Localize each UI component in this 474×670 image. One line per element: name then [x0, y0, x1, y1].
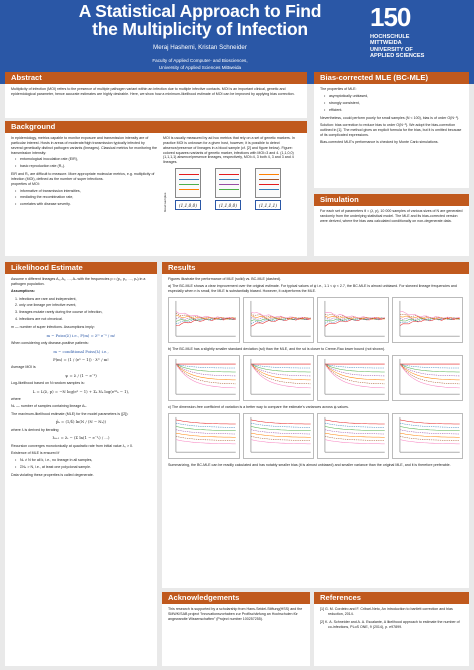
recursion-text: Recursion converges monotonically at quadratic rate from initial value λ₀ > 0.	[11, 443, 134, 448]
bias-mle-p3: Solution: bias correction to reduce bias to order O(N⁻²). We adopt the bias-correction outlined in [1]. The method gives an explicit formula for the bias, but it is omitted because of its complicated expressions.	[320, 123, 462, 137]
abstract-text: Multiplicity of infection (MOI) refers to the presence of multiple pathogen variant within an infection due to multiple infective contacts. MOI is an important clinical, genetic and epidemiological parameter, hence accurate estimates are highly desirable. Here, we show how a minimum-likelihood estimate of MOI can be improved by applying bias correction.	[11, 87, 295, 96]
plot-curve	[325, 433, 385, 437]
plot-curve	[399, 420, 459, 424]
sd-plot	[243, 355, 315, 401]
affiliation	[60, 58, 340, 71]
average-moi-equation: ψ = λ / (1 − e⁻ᵑ)	[65, 372, 97, 378]
ack-text: This research is supported by a scholarship from Hans-Seidel-Stiftung(HSS) and the SMWK/SAB project "Innovationsvorhaben zur Profilschärfung an Hochschulen für angewandte Wissenschaften" (Project number 100257255).	[168, 607, 303, 621]
plot-curve	[250, 433, 310, 437]
bias-plot	[392, 297, 464, 343]
cv-plot	[168, 413, 240, 459]
nk-text: Nₖ — number of samples containing lineage Aₖ.	[11, 404, 87, 409]
plot-curve	[399, 439, 459, 443]
background-right-column	[163, 136, 301, 212]
bias-plot	[317, 297, 389, 343]
cv-plot	[317, 413, 389, 459]
plot-curve	[250, 364, 310, 384]
sample-box	[255, 168, 281, 198]
lambda-iteration-equation: λₜ₊₁ = λₜ − (Σ ln(1 − e⁻ᵑₜ) / ...)	[52, 435, 110, 441]
logo-number: 150	[370, 2, 411, 32]
plot-curve	[176, 433, 236, 437]
simulation-section	[314, 194, 469, 256]
cv-plot	[392, 413, 464, 459]
results-a: a) The BC-MLE shows a clear improvement over the original estimate. For typical values of ψ i.e., 1.1 < ψ < 2.7, the BC-MLE is almost unbiased. For skewed lineage frequencies and especially when n is small, the MLE is substantially biased. However, it outperforms the MLE.	[168, 284, 457, 294]
cv-plot	[243, 413, 315, 459]
lineage-diagram	[163, 168, 301, 212]
results-c: c) The dimension-free coefficient of variation is a better way to compare the estimate's variances across ψ-values.	[168, 404, 349, 409]
plot-curve	[325, 420, 385, 424]
degenerate-text: Data violating these properties is called degenerate.	[11, 472, 94, 477]
results-section	[162, 262, 469, 588]
background-paragraph-3: properties of MOI:	[11, 181, 40, 186]
existence-title: Existence of MLE is ensured if	[11, 450, 60, 455]
assumption-item: 4. infections are not chronical.	[19, 317, 151, 322]
affiliation-line-2: University of Applied Sciences Mittweida	[158, 64, 242, 70]
university-logo	[370, 4, 468, 80]
plot-curve	[176, 364, 236, 368]
authors: Meraj Hashemi, Kristan Schneider	[153, 44, 247, 51]
plot-curve	[399, 364, 459, 384]
moi-property: • informative of transmission intensities,	[15, 189, 157, 194]
assumption-item: 1. infections are rare and independent,	[19, 297, 151, 302]
plot-curve	[325, 364, 385, 384]
plot-curve	[176, 318, 236, 322]
refs-heading: References	[314, 592, 469, 604]
mle-p-equation: p̂ₖ = (1/λ̂) ln(N / (N − Nₖ))	[56, 419, 106, 425]
plot-curve	[399, 364, 459, 368]
plot-curve	[325, 426, 385, 430]
plot-curve	[325, 364, 385, 372]
reference-2: [2] K. A. Schneider and A. A. Escalante, A likelihood approach to estimate the number of co-infections, PLoS ONE, 9 (2014), p. e97899.	[320, 619, 460, 629]
background-left-column	[11, 136, 157, 212]
assumption-item: 3. lineages mutate rarely during the course of infection,	[19, 310, 151, 315]
poster-title	[60, 2, 340, 39]
plot-curve	[250, 439, 310, 443]
m-text: m — number of super infections. Assumptions imply:	[11, 324, 95, 329]
moi-property: • correlates with disease severity.	[15, 202, 157, 207]
plot-curve	[399, 364, 459, 372]
logo-line-3: UNIVERSITY OF	[370, 46, 413, 53]
plot-curve	[250, 364, 310, 372]
plot-curve	[325, 439, 385, 443]
plot-curve	[176, 364, 236, 372]
logo-text	[370, 34, 468, 60]
bias-plot	[243, 297, 315, 343]
simulation-text: For each set of parameters θ = (λ, p), 10 000 samples of various sizes of N are generated randomly from the underlying statistical model. The MLE and its bias-corrected version were derived, where the bias was calculated conditionally on non-degenerate data.	[320, 209, 463, 223]
likelihood-section	[5, 262, 157, 666]
mle-text: The maximum-likelihood estimate (MLE) for the model parameters is ([2]):	[11, 411, 129, 416]
title-line-1: A Statistical Approach to Find	[78, 1, 322, 21]
ack-section	[162, 592, 310, 666]
where-text: where	[11, 396, 21, 401]
average-moi-text: Average MOI is	[11, 364, 36, 369]
diagram-axis-label: blood samples	[163, 192, 167, 213]
bias-plot	[168, 297, 240, 343]
background-section	[5, 121, 307, 256]
plot-axes	[399, 301, 459, 336]
likelihood-heading: Likelihood Estimate	[5, 262, 157, 274]
plot-curve	[250, 364, 310, 368]
simulation-heading: Simulation	[314, 194, 469, 206]
results-summary: Summarizing, the BC-MLE can be readily calculated and has notably smaller bias (it is almost unbiased) and smaller variance than the original MLE, and it is therefore preferable.	[168, 462, 451, 467]
plot-axes	[250, 301, 310, 336]
mle-property: • strongly consistent,	[324, 101, 463, 106]
plot-curve	[250, 426, 310, 430]
metric-eir: • entomological inoculation rate (EIR),	[15, 157, 157, 162]
plot-row-bias	[168, 297, 463, 343]
results-b: b) The BC-MLE has a slightly smaller standard deviation (sd) than the MLE, and the sd is closer to Creme-Rao lower bound (not shown).	[168, 347, 386, 352]
bias-mle-p4: Bias-corrected MLE's performance is checked by Monte Carlo simulations.	[320, 140, 439, 145]
lambda-text: where λ is derived by iterating	[11, 427, 59, 432]
existence-condition: • ΣNₖ > N, i.e., at least one polyclonal sample.	[15, 465, 151, 470]
results-intro: Figures illustrate the performance of MLE (solid) vs. BC-MLE (dashed).	[168, 277, 282, 281]
mle-property: • efficient.	[324, 108, 463, 113]
plot-curve	[399, 426, 459, 430]
sample-box	[215, 168, 241, 198]
title-line-2: the Multiplicity of Infection	[92, 19, 308, 40]
loglik-equation: L = L(λ, p) = −N log(eᵑ − 1) + Σₖ Nₖ log(eᵑᵖₖ − 1),	[32, 388, 130, 394]
existence-condition: • Nₖ ≠ N for all k, i.e., no lineage in all samples,	[15, 458, 151, 463]
bias-mle-heading: Bias-corrected MLE (BC-MLE)	[314, 72, 469, 84]
conditional-poisson-equation: P(m) = (1 / (eᵑ − 1)) · λᵐ / m!	[53, 356, 109, 362]
plot-row-sd	[168, 355, 463, 401]
affiliation-line-1: Faculty of Applied Computer- and Biosciences,	[152, 58, 248, 63]
refs-section	[314, 592, 469, 666]
abstract-heading: Abstract	[5, 72, 307, 84]
background-paragraph-2: EIR and R₀ are difficult to measure. More appropriate molecular metrics, e.g. multiplicity of infection (MOI), defined as the number of super infections.	[11, 172, 155, 181]
sd-plot	[317, 355, 389, 401]
bias-mle-section	[314, 72, 469, 188]
plot-curve	[399, 318, 459, 323]
poisson-equation: m ∼ Poiss(λ) i.e., P(m) = λᵐ e⁻ᵑ / m!	[46, 332, 116, 338]
sample-box	[175, 168, 201, 198]
sd-plot	[168, 355, 240, 401]
plot-curve	[325, 364, 385, 368]
background-right-text: MOI is usually measured by ad hoc metrics that rely on a set of genetic markers. In practice MOI is unknown for a given host, however, it is possible to detect absence/presence of lineages in a blood sample (cf. [2] and figure below). Figure: colored squares=variants of genetic marker, infections with MOI=3 and 4. (1,1,0,0) (1,1,1,1) absence/presence lineages, respectively, MOI=4, 3 both 4, 3 and 3 and 4 lineages.	[163, 136, 295, 165]
plot-row-cv	[168, 413, 463, 459]
plot-curve	[399, 433, 459, 437]
plot-curve	[250, 420, 310, 424]
results-heading: Results	[162, 262, 469, 274]
presence-tuple: (1,1,0,0)	[175, 200, 201, 210]
loglik-text: Log-likelihood based on N random samples is:	[11, 380, 85, 385]
logo-line-1: HOCHSCHULE	[370, 34, 410, 40]
assumption-item: 2. only one lineage per infective event,	[19, 303, 151, 308]
plot-curve	[176, 439, 236, 443]
metric-r0: • basic reproduction rate (R₀).	[15, 164, 157, 169]
plot-curve	[176, 364, 236, 384]
ack-heading: Acknowledgements	[162, 592, 310, 604]
sd-plot	[392, 355, 464, 401]
abstract-section	[5, 72, 307, 118]
presence-tuple: (1,1,0,0)	[215, 200, 241, 210]
logo-line-4: APPLIED SCIENCES	[370, 53, 425, 60]
background-paragraph-1: In epidemiology, metrics capable to monitor exposure and transmission intensity are of particular interest. Hosts in areas of moderate/high transmission typically infected by several genetically distinct pathogen variants (lineages). Classical metrics for monitoring the transmission intensity:	[11, 136, 158, 155]
assumptions-title: Assumptions:	[11, 289, 35, 294]
background-heading: Background	[5, 121, 307, 133]
presence-tuple: (1,1,1,1)	[255, 200, 281, 210]
plot-curve	[176, 420, 236, 424]
plot-curve	[176, 426, 236, 430]
moi-property: • mediating the recombination rate,	[15, 195, 157, 200]
mle-property: • asymptotically unbiased,	[324, 94, 463, 99]
bias-mle-p1: The properties of MLE:	[320, 87, 357, 91]
bias-mle-p2: Nevertheless, could perform poorly for small samples (N < 100), bias is of order O(N⁻¹).	[320, 115, 460, 120]
conditional-text: When considering only disease-positive patients:	[11, 340, 89, 345]
likelihood-intro: Assume n different lineages A₁, A₂, …, Aₙ with the frequencies p = (p₁, p₂, …, pₙ) in a pathogen population.	[11, 277, 146, 286]
reference-1: [1] G. M. Cordeiro and F. Cribari-Neto, An introduction to bartlett correction and bias reduction, 2014.	[320, 607, 453, 616]
logo-line-2: MITTWEIDA	[370, 40, 402, 47]
conditional-poisson-label: m ∼ conditional Poiss(λ) i.e.,	[53, 348, 109, 354]
